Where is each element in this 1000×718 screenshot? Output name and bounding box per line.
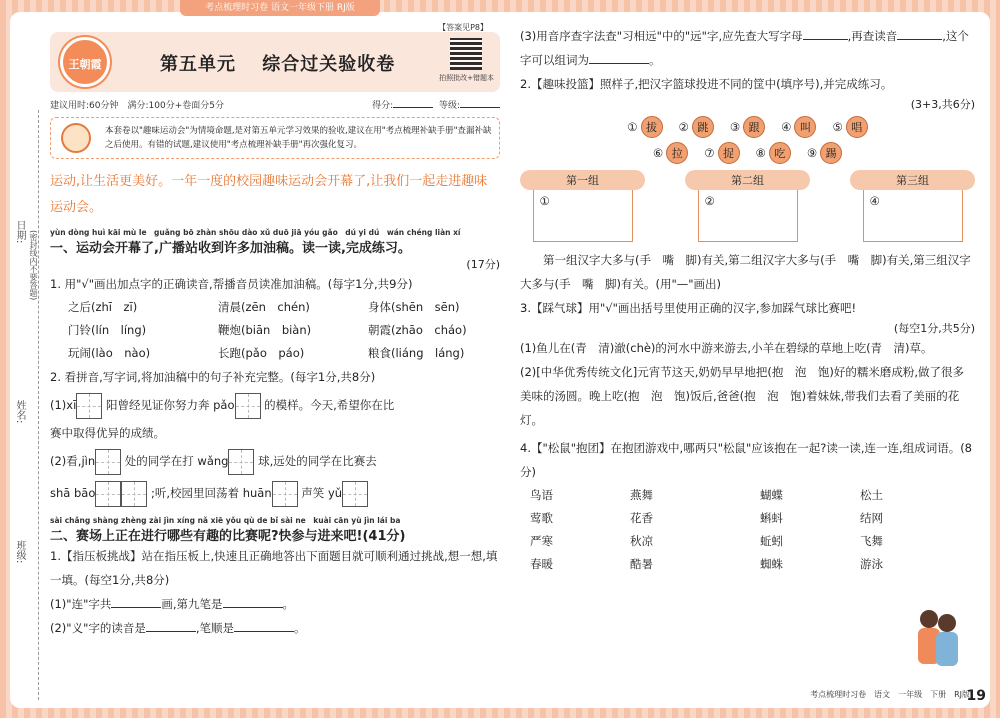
ball-item[interactable]: ① 拔 [627,116,662,138]
match-item[interactable]: 酷暑 [630,557,653,571]
write-box[interactable] [95,449,121,475]
match-item[interactable]: 花香 [630,511,653,525]
write-box[interactable] [272,481,298,507]
word-item[interactable]: 身体(shēn sēn) [368,300,460,314]
basketball-icon: 拔 [641,116,663,138]
ball-item[interactable]: ⑦ 捉 [704,142,739,164]
match-item[interactable]: 蝴蝶 [760,488,783,502]
word-item[interactable]: 鞭炮(biān biàn) [218,323,312,337]
question-1-1: 1. 用"√"画出加点字的正确读音,帮播音员读准加油稿。(每字1分,共9分) [50,277,413,291]
brand-logo: 王朝霞 [60,37,110,87]
note-text: 本套卷以"趣味运动会"为情境命题,是对第五单元学习效果的验收,建议在用"考点梳理补缺手册"查漏补缺之后使用。有错的试题,建议使用"考点梳理补缺手册"再次强化复习。 [105,126,492,150]
write-box[interactable] [95,481,121,507]
ball-item[interactable]: ⑤ 唱 [832,116,867,138]
word-item[interactable]: 玩闹(lào nào) [68,346,151,360]
sentence-3: shā bāo ;听,校园里回荡着 huān 声笑 yǔ [50,477,500,509]
group-label: 第一组 [520,170,645,190]
margin-date: 日期: [14,220,25,244]
answer-blank[interactable] [223,607,283,608]
ball-item[interactable]: ⑨ 踢 [807,142,842,164]
margin-name: 姓名: [14,400,25,424]
group-answer-box[interactable]: ② [698,190,798,242]
ball-item[interactable]: ⑥ 拉 [653,142,688,164]
basketball-icon: 跟 [743,116,765,138]
ball-item[interactable]: ② 跳 [679,116,714,138]
answer-ref: 【答案见P8】 [438,23,488,32]
left-page [50,24,500,640]
time-info: 建议用时:60分钟 满分:100分+卷面分5分 [50,101,224,111]
group-answer-box[interactable]: ④ [863,190,963,242]
basketball-icon: 唱 [846,116,868,138]
qr-code-icon[interactable] [450,38,482,70]
score-label: 得分: [372,101,394,111]
teacher-avatar-icon [61,123,91,153]
unit-header [50,23,500,92]
intro-text: 运动,让生活更美好。一年一度的校园趣味运动会开幕了,让我们一起走进趣味运动会。 [50,174,488,215]
question-1-2: 2. 看拼音,写字词,将加油稿中的句子补充完整。(每字1分,共8分) [50,370,376,384]
match-item[interactable]: 松土 [860,488,883,502]
header-tab: 考点梳理时习卷 语文一年级下册 RJ版 [180,0,380,16]
write-box[interactable] [228,449,254,475]
match-item[interactable]: 结网 [860,511,883,525]
write-box[interactable] [121,481,147,507]
section-1-title: yùn dòng huì kāi mù le guǎng bō zhàn shōu dào xǔ duō jiā yóu gǎo dú yi dú wán chéng liàn xí 一、运动会开幕了,广播站收到许多加油稿。读一读,完成练习。 [50,227,500,256]
word-item[interactable]: 朝霞(zhāo cháo) [368,323,467,337]
word-item[interactable]: 门铃(lín líng) [68,323,147,337]
score-field[interactable] [393,107,433,108]
question-2-2-score: (3+3,共6分) [910,98,975,111]
note-box [50,117,500,159]
answer-blank[interactable] [803,39,848,40]
group-answer-box[interactable]: ① [533,190,633,242]
ball-item[interactable]: ③ 跟 [730,116,765,138]
question-2-1-a: (1)"连"字共 画,第九笔是 。 [50,597,295,611]
match-item[interactable]: 莺歌 [530,511,553,525]
basketball-icon: 拉 [666,142,688,164]
answer-blank[interactable] [111,607,161,608]
basket-group-1 [520,170,645,242]
seal-line [38,110,39,700]
match-item[interactable]: 燕舞 [630,488,653,502]
match-item[interactable]: 蝌蚪 [760,511,783,525]
match-item[interactable]: 春暖 [530,557,553,571]
question-2-3-a[interactable]: (1)鱼儿在(青 清)澈(chè)的河水中游来游去,小羊在碧绿的草地上吃(青 清)草。 [520,341,933,355]
group-label: 第二组 [685,170,810,190]
reading-grid [50,296,500,365]
page-number: 19 [966,688,986,704]
margin-class: 班级: [14,540,25,564]
match-item[interactable]: 蚯蚓 [760,534,783,548]
word-item[interactable]: 长跑(pǎo páo) [218,346,305,360]
question-2-3-b[interactable]: (2)[中华优秀传统文化]元宵节这天,奶奶早早地把(抱 泡 饱)好的糯米磨成粉,做了很多美味的汤圆。晚上吃(抱 泡 饱)饭后,爸爸(抱 泡 饱)着妹妹,带我们去看了美丽的花灯。 [520,365,965,427]
word-item[interactable]: 粮食(liáng láng) [368,346,465,360]
footer-text: 考点梳理时习卷 语文 一年级 下册 RJ版 [810,690,970,699]
match-item[interactable]: 鸟语 [530,488,553,502]
match-item[interactable]: 游泳 [860,557,883,571]
binding-margin [10,100,50,700]
basket-group-2 [685,170,810,242]
ball-item[interactable]: ④ 叫 [781,116,816,138]
match-grid [520,484,975,576]
question-2-1-c: (3)用音序查字法查"习相远"中的"远"字,应先查大写字母 ,再查读音 ,这个字可以组词为 。 [520,29,969,67]
question-2-3: 3.【踩气球】用"√"画出括号里使用正确的汉字,参加踩气球比赛吧! [520,301,857,315]
section-2-pinyin: sài chǎng shàng zhèng zài jìn xíng nǎ xiē yǒu qù de bǐ sài ne kuài cān yù jìn lái ba [50,516,401,525]
basketball-icon: 吃 [769,142,791,164]
page-title: 第五单元 综合过关验收卷 [160,54,396,75]
match-item[interactable]: 蜘蛛 [760,557,783,571]
level-field[interactable] [460,107,500,108]
word-item[interactable]: 清晨(zēn chén) [218,300,310,314]
answer-blank[interactable] [234,631,294,632]
match-item[interactable]: 秋凉 [630,534,653,548]
question-2-1: 1.【指压板挑战】站在指压板上,快速且正确地答出下面题目就可顺利通过挑战,想一想,填一填。(每空1分,共8分) [50,549,498,587]
right-page [520,24,975,576]
write-box[interactable] [342,481,368,507]
basketball-icon: 捉 [718,142,740,164]
write-box[interactable] [235,393,261,419]
question-2-3-score: (每空1分,共5分) [893,322,975,335]
meta-row [50,98,500,111]
section-2-title: sài chǎng shàng zhèng zài jìn xíng nǎ xiē yǒu qù de bǐ sài ne kuài cān yù jìn lái ba 二、赛场上正在进行哪些有趣的比赛呢?快参与进来吧!(41分) [50,515,500,544]
group-label: 第三组 [850,170,975,190]
basket-group-3 [850,170,975,242]
ball-row [520,116,975,138]
section-1-pinyin: yùn dòng huì kāi mù le guǎng bō zhàn shōu dào xǔ duō jiā yóu gǎo dú yi dú wán chéng liàn xí [50,228,461,237]
section-1-score: (17分) [466,258,500,271]
answer-blank[interactable] [897,39,942,40]
hugging-kids-illustration [916,610,960,680]
match-item[interactable]: 严寒 [530,534,553,548]
basketball-icon: 踢 [820,142,842,164]
sentence-2: (2)看,jìn 处的同学在打 wǎng 球,远处的同学在比赛去 [50,445,500,477]
question-2-4: 4.【"松鼠"抱团】在抱团游戏中,哪两只"松鼠"应该抱在一起?读一读,连一连,组成词语。(8分) [520,441,972,479]
answer-blank[interactable] [589,63,649,64]
word-item[interactable]: 之后(zhī zī) [68,300,138,314]
ball-row [520,142,975,164]
question-2-1-b: (2)"义"字的读音是 ,笔顺是 。 [50,621,306,635]
sentence-1-end: 赛中取得优异的成绩。 [50,426,165,440]
basketball-icon: 跳 [692,116,714,138]
basketball-icon: 叫 [794,116,816,138]
ball-item[interactable]: ⑧ 吃 [756,142,791,164]
qr-label: 拍照批改+错题本 [439,74,494,82]
sentence-1: (1)xī 阳曾经见证你努力奔 pǎo 的模样。今天,希望你在比 [50,389,500,421]
match-item[interactable]: 飞舞 [860,534,883,548]
write-box[interactable] [76,393,102,419]
question-2-2-text[interactable]: 第一组汉字大多与(手 嘴 脚)有关,第二组汉字大多与(手 嘴 脚)有关,第三组汉字大多与(手 嘴 脚)有关。(用"—"画出) [520,253,971,291]
question-2-2: 2.【趣味投篮】照样子,把汉字篮球投进不同的筐中(填序号),并完成练习。 [520,77,893,91]
answer-blank[interactable] [146,631,196,632]
level-label: 等级: [438,101,460,111]
basket-groups [520,170,975,242]
margin-seal: (密封线内不要答题) [29,230,38,301]
